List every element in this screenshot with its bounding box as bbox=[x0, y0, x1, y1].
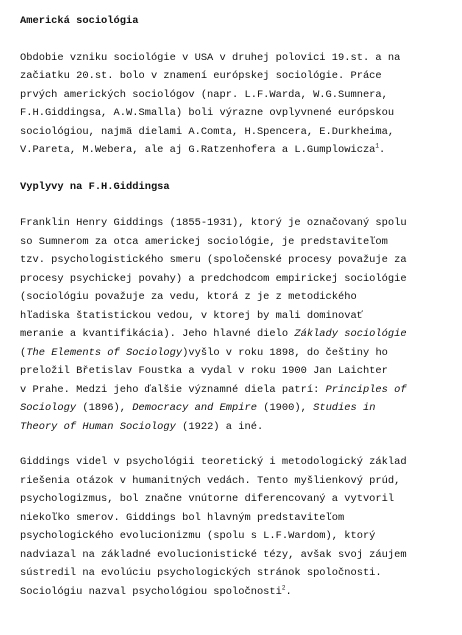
text-fragment: Sociológiu nazval psychológiou spoločnosti bbox=[20, 585, 282, 598]
book-title: Studies in bbox=[313, 402, 376, 414]
paragraph-american-sociology bbox=[20, 49, 452, 160]
book-title: Sociology bbox=[20, 402, 77, 414]
text-line bbox=[20, 418, 452, 437]
text-line: tzv. psychologistického smeru (spoločenské procesy považuje za bbox=[20, 254, 407, 266]
paragraph-giddings-psychologism bbox=[20, 453, 452, 601]
text-line: začiatku 20.st. bolo v znamení európskej sociológie. Práce bbox=[20, 70, 382, 82]
text-line: Sociológiu nazval psychológiou spoločnosti$^2$. bbox=[20, 584, 292, 598]
text-line: nadviazal na základné evolucionistické tézy, avšak svoj záujem bbox=[20, 548, 407, 561]
text-line: riešenia otázok v humanitných vedách. Tento myšlienkový prúd, bbox=[20, 474, 401, 487]
document-page bbox=[20, 12, 452, 601]
text-line bbox=[20, 344, 452, 363]
text-fragment: V.Pareta, M.Webera, ale aj G.Ratzenhofera a L.Gumplowicza bbox=[20, 144, 376, 156]
text-line bbox=[20, 399, 452, 418]
paragraph-giddings-bio bbox=[20, 214, 452, 436]
text-line: sústredil na evolúciu psychologických stránok spoločnosti. bbox=[20, 567, 382, 579]
text-line: niekoľko smerov. Giddings bol hlavným predstaviteľom bbox=[20, 511, 345, 524]
text-line bbox=[20, 381, 452, 400]
text-line: prvých amerických sociológov (napr. L.F.Warda, W.G.Sumnera, bbox=[20, 88, 388, 101]
text-fragment: (1896), bbox=[76, 402, 133, 414]
section-heading-giddings: Vyplyvy na F.H.Giddingsa bbox=[20, 180, 170, 193]
text-line: sociológiou, najmä dielami A.Comta, H.Spencera, E.Durkheima, bbox=[20, 125, 395, 138]
text-line: procesy psychickej povahy) a predchodcom empirickej sociológie bbox=[20, 272, 407, 285]
text-fragment: v Prahe. Medzi jeho ďalšie významné diela patrí: bbox=[20, 383, 326, 396]
book-title: The Elements of Sociology bbox=[26, 346, 183, 359]
text-fragment: ( bbox=[20, 346, 27, 359]
text-line: psychologizmus, bol značne vnútorne diferencovaný a vytvoril bbox=[20, 493, 395, 505]
text-fragment: meranie a kvantifikácia). Jeho hlavné dielo bbox=[20, 328, 295, 340]
footnote-mark: 1 bbox=[375, 142, 380, 150]
text-fragment: (1900), bbox=[256, 402, 314, 414]
book-title: Základy sociológie bbox=[294, 328, 407, 340]
text-line: hľadiska štatistickou vedou, v ktorej by mali dominovať bbox=[20, 309, 363, 322]
section-heading-american-sociology: Americká sociológia bbox=[20, 15, 139, 27]
text-line: Obdobie vzniku sociológie v USA v druhej polovici 19.st. a na bbox=[20, 51, 401, 64]
text-line: psychologického evolucionizmu (spolu s L.F.Wardom), ktorý bbox=[20, 530, 376, 542]
book-title: Democracy and Empire bbox=[132, 402, 257, 414]
book-title: Theory of Human Sociology bbox=[20, 420, 176, 433]
text-line: (sociológiu považuje za vedu, ktorá z je z metodického bbox=[20, 291, 357, 303]
text-fragment: (1922) a iné. bbox=[175, 420, 264, 433]
text-line: Franklin Henry Giddings (1855-1931), ktorý je označovaný spolu bbox=[20, 217, 407, 229]
text-fragment: )vyšlo v roku 1898, do češtiny ho bbox=[182, 346, 388, 359]
text-line: F.H.Giddingsa, A.W.Smalla) boli výrazne ovplyvnené európskou bbox=[20, 107, 395, 119]
book-title: Principles of bbox=[325, 383, 407, 396]
footnote-mark: 2 bbox=[281, 584, 286, 592]
text-line: Giddings videl v psychológii teoretický i metodologický základ bbox=[20, 456, 407, 468]
text-line bbox=[20, 325, 452, 344]
text-line: V.Pareta, M.Webera, ale aj G.Ratzenhofera a L.Gumplowicza$^1$. bbox=[20, 142, 386, 156]
text-line: preložil Břetislav Foustka a vydal v roku 1900 Jan Laichter bbox=[20, 365, 388, 377]
text-line: so Sumnerom za otca americkej sociológie, je predstaviteľom bbox=[20, 235, 388, 248]
